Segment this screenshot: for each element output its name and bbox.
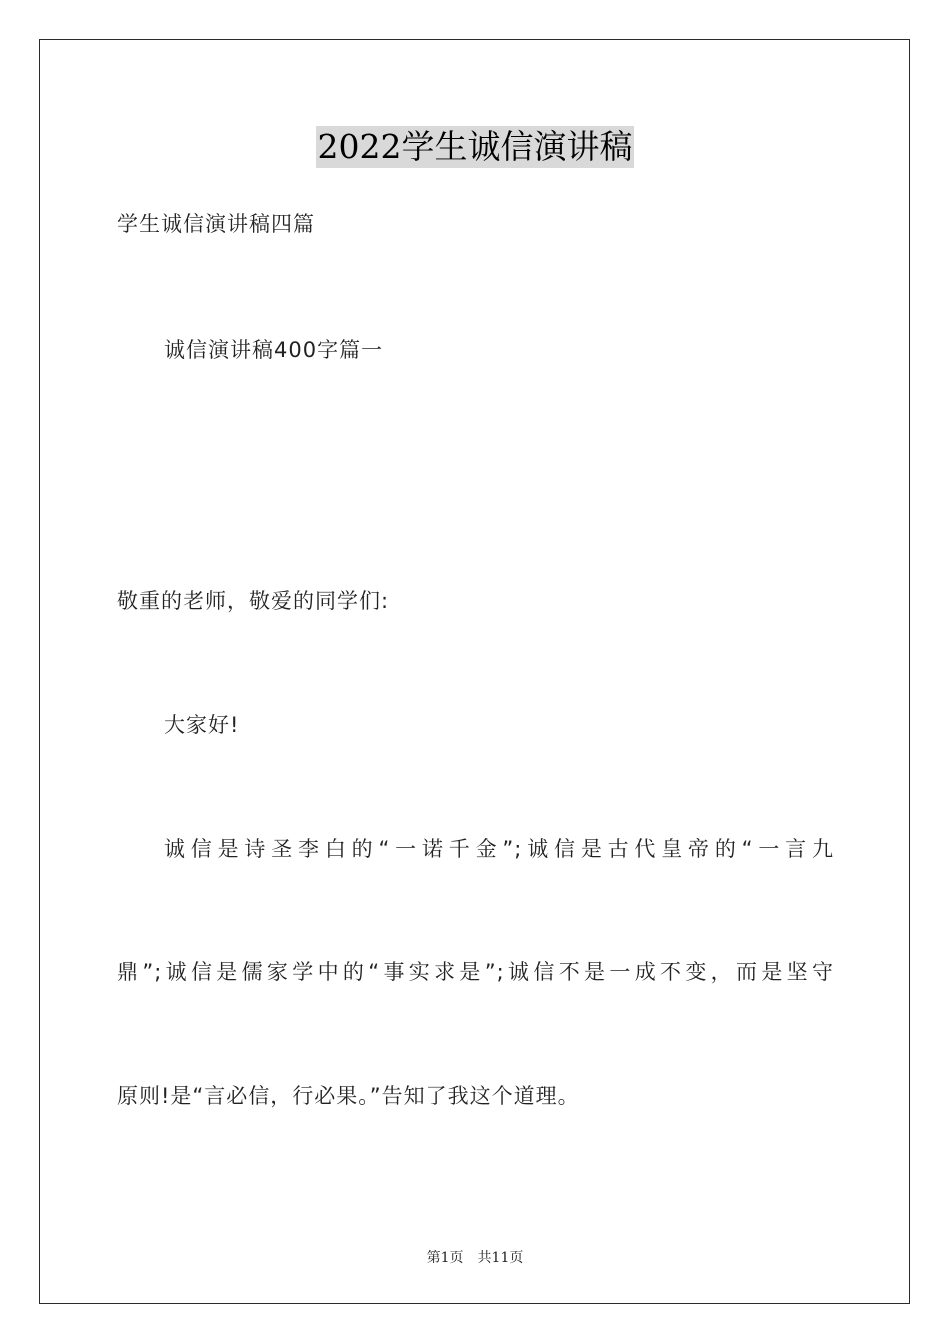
section-heading: 诚信演讲稿400字篇一 — [164, 338, 384, 362]
subtitle-line: 学生诚信演讲稿四篇 — [117, 212, 315, 236]
page-total: 共11页 — [477, 1250, 524, 1266]
body-line-2: 鼎”;诚信是儒家学中的“事实求是”;诚信不是一成不变，而是坚守 — [117, 960, 834, 984]
document-title: 2022学生诚信演讲稿 — [317, 127, 633, 166]
page-number: 第1页 — [426, 1250, 464, 1266]
greeting-line: 大家好! — [164, 713, 240, 737]
salutation-line: 敬重的老师，敬爱的同学们: — [117, 589, 390, 613]
body-line-1: 诚信是诗圣李白的“一诺千金”;诚信是古代皇帝的“一言九 — [164, 837, 834, 861]
body-line-3: 原则!是“言必信，行必果。”告知了我这个道理。 — [117, 1084, 580, 1108]
page-footer — [0, 1247, 950, 1267]
title-container — [0, 126, 950, 168]
